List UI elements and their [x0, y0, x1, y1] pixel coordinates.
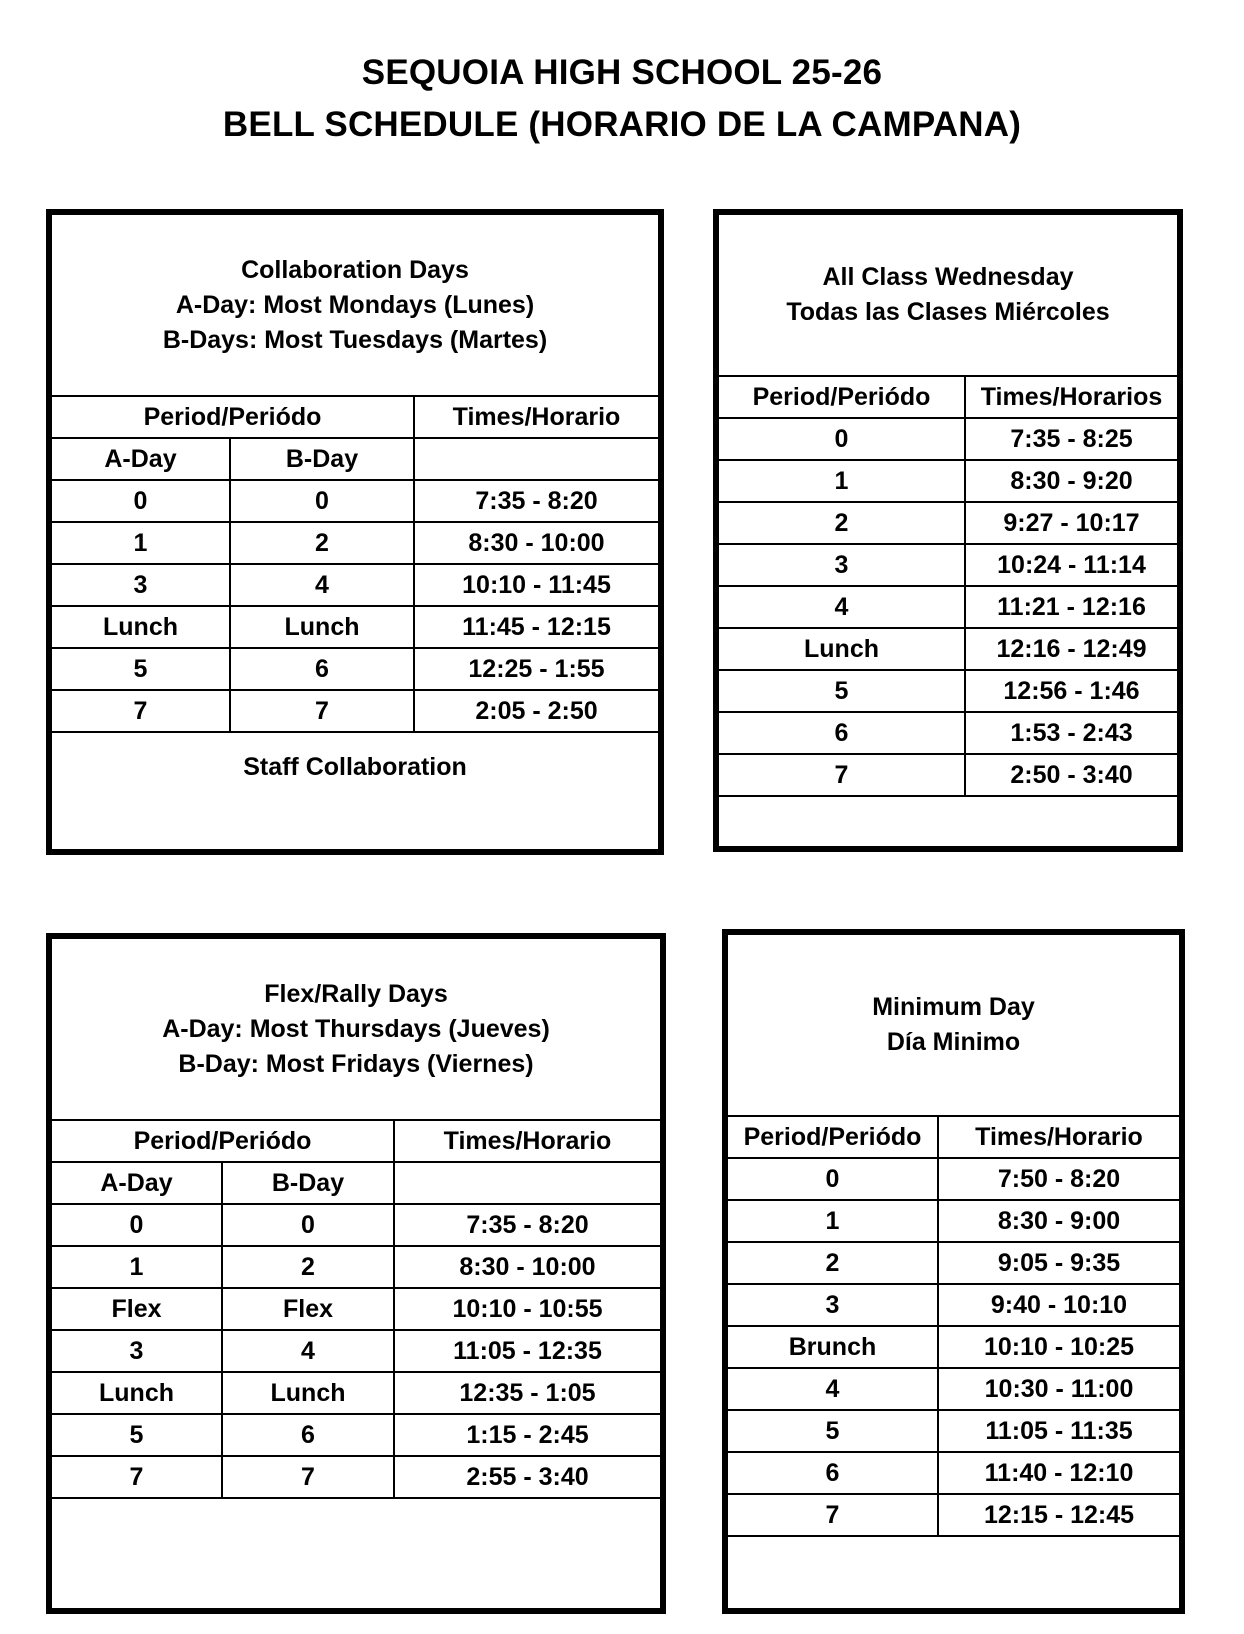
- heading-line: Todas las Clases Miércoles: [786, 298, 1110, 326]
- table-row: [719, 544, 1177, 586]
- table-row: [728, 1158, 1179, 1200]
- table-row: [728, 1368, 1179, 1410]
- table-header-row: [728, 1116, 1179, 1158]
- time-range: 8:30 - 10:00: [394, 1246, 660, 1288]
- flex-rally-days-table: [52, 1119, 660, 1499]
- collaboration-days-box: [46, 209, 664, 855]
- table-row: [719, 670, 1177, 712]
- time-range: 2:50 - 3:40: [965, 754, 1177, 796]
- heading-line: Minimum Day: [872, 993, 1035, 1021]
- table-row: [52, 1372, 660, 1414]
- table-row: [52, 1204, 660, 1246]
- heading-line: All Class Wednesday: [822, 263, 1074, 291]
- time-range: 11:40 - 12:10: [938, 1452, 1179, 1494]
- time-range: 10:24 - 11:14: [965, 544, 1177, 586]
- b-day-period: 6: [230, 648, 414, 690]
- time-range: 7:35 - 8:20: [394, 1204, 660, 1246]
- table-row: [719, 418, 1177, 460]
- table-row: [52, 606, 658, 648]
- minimum-day-table: [728, 1115, 1179, 1537]
- time-range: 10:10 - 11:45: [414, 564, 658, 606]
- time-range: 12:16 - 12:49: [965, 628, 1177, 670]
- heading-line: B-Day: Most Fridays (Viernes): [178, 1049, 534, 1078]
- table-row: [52, 648, 658, 690]
- times-header: Times/Horario: [414, 396, 658, 438]
- time-range: 12:25 - 1:55: [414, 648, 658, 690]
- all-class-wednesday-heading: [719, 215, 1177, 375]
- b-day-period: 7: [222, 1456, 394, 1498]
- minimum-day-heading: [728, 935, 1179, 1115]
- all-class-wednesday-box: [713, 209, 1183, 852]
- table-row: [719, 628, 1177, 670]
- staff-collaboration-note: Staff Collaboration: [243, 753, 467, 781]
- period: 6: [719, 712, 965, 754]
- flex-rally-days-heading: [52, 939, 660, 1119]
- b-day-period: 0: [222, 1204, 394, 1246]
- time-range: 7:35 - 8:20: [414, 480, 658, 522]
- a-day-period: 5: [52, 648, 230, 690]
- heading-line: A-Day: Most Thursdays (Jueves): [162, 1014, 550, 1043]
- time-range: 7:35 - 8:25: [965, 418, 1177, 460]
- heading-line: Collaboration Days: [241, 255, 469, 284]
- time-range: 8:30 - 10:00: [414, 522, 658, 564]
- minimum-day-box: [722, 929, 1185, 1614]
- a-day-period: 5: [52, 1414, 222, 1456]
- time-range: 12:35 - 1:05: [394, 1372, 660, 1414]
- time-range: 9:40 - 10:10: [938, 1284, 1179, 1326]
- period: 0: [728, 1158, 938, 1200]
- time-range: 11:21 - 12:16: [965, 586, 1177, 628]
- a-day-period: Lunch: [52, 606, 230, 648]
- flex-rally-days-box: [46, 933, 666, 1614]
- table-row: [52, 1456, 660, 1498]
- period: 4: [719, 586, 965, 628]
- b-day-period: 0: [230, 480, 414, 522]
- period: 7: [728, 1494, 938, 1536]
- a-day-period: 3: [52, 1330, 222, 1372]
- time-range: 7:50 - 8:20: [938, 1158, 1179, 1200]
- time-range: 8:30 - 9:00: [938, 1200, 1179, 1242]
- period-header: Period/Periódo: [52, 1120, 394, 1162]
- time-range: 10:10 - 10:55: [394, 1288, 660, 1330]
- table-header-row: [52, 396, 658, 438]
- table-row: [719, 754, 1177, 796]
- all-class-wednesday-table: [719, 375, 1177, 797]
- time-range: 11:05 - 12:35: [394, 1330, 660, 1372]
- time-range: 11:45 - 12:15: [414, 606, 658, 648]
- b-day-period: Lunch: [222, 1372, 394, 1414]
- period-header: Period/Periódo: [728, 1116, 938, 1158]
- times-header: Times/Horario: [938, 1116, 1179, 1158]
- table-row: [52, 564, 658, 606]
- time-range: 11:05 - 11:35: [938, 1410, 1179, 1452]
- time-range: 9:05 - 9:35: [938, 1242, 1179, 1284]
- b-day-period: 4: [230, 564, 414, 606]
- period: 3: [728, 1284, 938, 1326]
- heading-line: A-Day: Most Mondays (Lunes): [175, 290, 535, 319]
- table-header-row: [52, 1120, 660, 1162]
- collaboration-days-heading: [52, 215, 658, 395]
- period: 3: [719, 544, 965, 586]
- table-row: [52, 690, 658, 732]
- b-day-period: 2: [230, 522, 414, 564]
- time-range: 1:53 - 2:43: [965, 712, 1177, 754]
- period: 6: [728, 1452, 938, 1494]
- a-day-period: 7: [52, 690, 230, 732]
- heading-line: Día Minimo: [886, 1028, 1021, 1056]
- table-row: [52, 522, 658, 564]
- table-row: [728, 1284, 1179, 1326]
- a-day-period: 7: [52, 1456, 222, 1498]
- period: 1: [719, 460, 965, 502]
- time-range: 2:05 - 2:50: [414, 690, 658, 732]
- b-day-period: Flex: [222, 1288, 394, 1330]
- table-row: [52, 1414, 660, 1456]
- table-subheader-row: [52, 1162, 660, 1204]
- a-day-period: 0: [52, 1204, 222, 1246]
- time-range: 8:30 - 9:20: [965, 460, 1177, 502]
- time-range: 10:30 - 11:00: [938, 1368, 1179, 1410]
- table-row: [728, 1200, 1179, 1242]
- times-header: Times/Horario: [394, 1120, 660, 1162]
- page-title-line1: SEQUOIA HIGH SCHOOL 25-26: [361, 53, 883, 92]
- table-row: [728, 1494, 1179, 1536]
- b-day-period: Lunch: [230, 606, 414, 648]
- a-day-header: A-Day: [52, 1162, 222, 1204]
- time-range: 1:15 - 2:45: [394, 1414, 660, 1456]
- period: 5: [728, 1410, 938, 1452]
- table-row: [728, 1242, 1179, 1284]
- b-day-header: B-Day: [230, 438, 414, 480]
- empty-header-cell: [394, 1162, 660, 1204]
- heading-line: B-Days: Most Tuesdays (Martes): [162, 325, 548, 354]
- table-row: [719, 502, 1177, 544]
- empty-header-cell: [414, 438, 658, 480]
- b-day-header: B-Day: [222, 1162, 394, 1204]
- a-day-period: 3: [52, 564, 230, 606]
- table-header-row: [719, 376, 1177, 418]
- table-row: [719, 586, 1177, 628]
- a-day-period: Flex: [52, 1288, 222, 1330]
- a-day-header: A-Day: [52, 438, 230, 480]
- period: 2: [719, 502, 965, 544]
- b-day-period: 7: [230, 690, 414, 732]
- time-range: 12:15 - 12:45: [938, 1494, 1179, 1536]
- page-title-line2: BELL SCHEDULE (HORARIO DE LA CAMPANA): [222, 105, 1022, 144]
- period: 7: [719, 754, 965, 796]
- time-range: 9:27 - 10:17: [965, 502, 1177, 544]
- time-range: 12:56 - 1:46: [965, 670, 1177, 712]
- b-day-period: 4: [222, 1330, 394, 1372]
- table-row: [728, 1326, 1179, 1368]
- a-day-period: 1: [52, 1246, 222, 1288]
- table-subheader-row: [52, 438, 658, 480]
- b-day-period: 2: [222, 1246, 394, 1288]
- period: 0: [719, 418, 965, 460]
- table-row: [52, 480, 658, 522]
- b-day-period: 6: [222, 1414, 394, 1456]
- a-day-period: 0: [52, 480, 230, 522]
- heading-line: Flex/Rally Days: [264, 979, 448, 1008]
- table-row: [719, 460, 1177, 502]
- times-header: Times/Horarios: [965, 376, 1177, 418]
- time-range: 10:10 - 10:25: [938, 1326, 1179, 1368]
- a-day-period: Lunch: [52, 1372, 222, 1414]
- period: 4: [728, 1368, 938, 1410]
- collaboration-days-table: [52, 395, 658, 733]
- period: 2: [728, 1242, 938, 1284]
- time-range: 2:55 - 3:40: [394, 1456, 660, 1498]
- table-row: [52, 1246, 660, 1288]
- table-row: [52, 1330, 660, 1372]
- period: 5: [719, 670, 965, 712]
- period-header: Period/Periódo: [52, 396, 414, 438]
- period: Lunch: [719, 628, 965, 670]
- table-row: [52, 1288, 660, 1330]
- table-row: [728, 1452, 1179, 1494]
- period-header: Period/Periódo: [719, 376, 965, 418]
- period: 1: [728, 1200, 938, 1242]
- table-row: [719, 712, 1177, 754]
- period: Brunch: [728, 1326, 938, 1368]
- a-day-period: 1: [52, 522, 230, 564]
- table-row: [728, 1410, 1179, 1452]
